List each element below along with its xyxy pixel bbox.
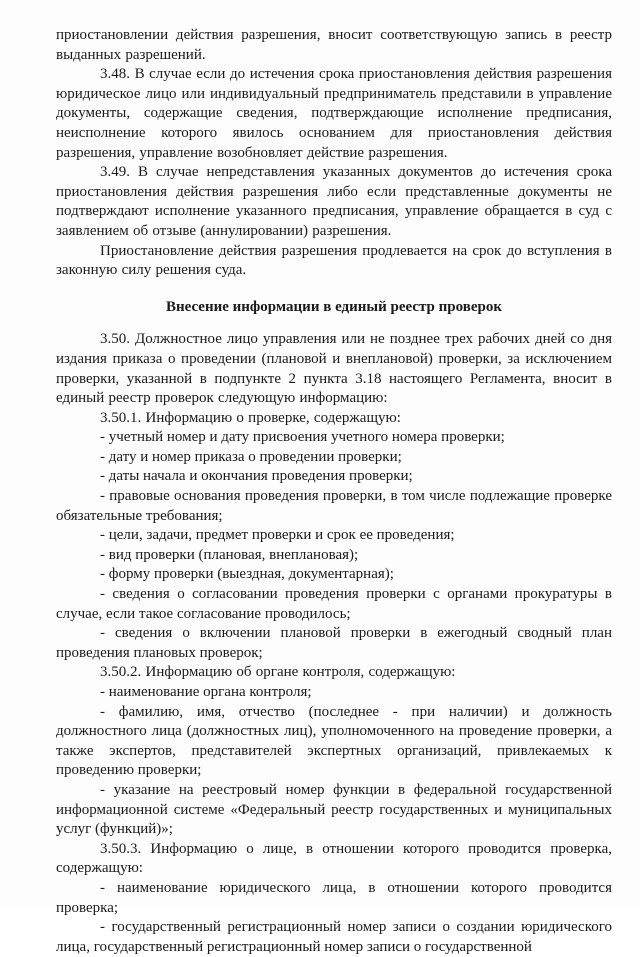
paragraph-3-50: 3.50. Должностное лицо управления или не позднее трех рабочих дней со дня издания приказа о проведении (плановой и внеплановой) проверки, за исключением проверки, указанной в подпункте 2 пункта 3.18 настоящего Регламента, вносит в единый реестр проверок следующую информацию:	[56, 331, 612, 407]
list-item: - указание на реестровый номер функции в федеральной государственной информационной системе «Федеральный реестр государственных и муниципальных услуг (функций)»;	[56, 781, 612, 838]
list-item: - государственный регистрационный номер записи о создании юридического лица, государственный регистрационный номер записи о государственной	[56, 919, 612, 955]
paragraph-3-48: 3.48. В случае если до истечения срока приостановления действия разрешения юридическое лицо или индивидуальный предприниматель представили в управление документы, содержащие сведения, подтверждающие исполнение предписания, неисполнение которого явилось основанием для приостановления действия разрешения, управление возобновляет действие разрешения.	[56, 66, 612, 161]
document-body	[56, 26, 612, 957]
paragraph-3-50-3: 3.50.3. Информацию о лице, в отношении которого проводится проверка, содержащую:	[56, 840, 612, 877]
list-item: - даты начала и окончания проведения проверки;	[100, 468, 413, 485]
paragraph-continued: приостановлении действия разрешения, вносит соответствующую запись в реестр выданных разрешений.	[56, 27, 612, 63]
list-item: - цели, задачи, предмет проверки и срок ее проведения;	[100, 527, 455, 544]
list-item: - форму проверки (выездная, документарная);	[100, 566, 394, 583]
list-item: - наименование органа контроля;	[100, 684, 312, 700]
section-heading: Внесение информации в единый реестр проверок	[165, 298, 503, 315]
list-item: - вид проверки (плановая, внеплановая);	[100, 546, 359, 563]
list-item: - фамилию, имя, отчество (последнее - при наличии) и должность должностного лица (должностных лиц), уполномоченного на проведение проверки, а также экспертов, представителей экспертных организаций, привлекаемых к проведению проверки;	[56, 703, 612, 779]
paragraph-3-49: 3.49. В случае непредставления указанных документов до истечения срока приостановления действия разрешения либо если представленные документы не подтверждают исполнение указанного предписания, управление обращается в суд с заявлением об отзыве (аннулировании) разрешения.	[56, 164, 612, 239]
list-item: - наименование юридического лица, в отношении которого проводится проверка;	[56, 879, 612, 916]
paragraph-suspension: Приостановление действия разрешения продлевается на срок до вступления в законную силу решения суда.	[56, 242, 612, 279]
list-item: - сведения о согласовании проведения проверки с органами прокуратуры в случае, если такое согласование проводилось;	[56, 586, 612, 622]
paragraph-3-50-2: 3.50.2. Информацию об органе контроля, содержащую:	[100, 664, 456, 681]
list-item: - сведения о включении плановой проверки в ежегодный сводный план проведения плановых проверок;	[56, 625, 612, 661]
list-item: - учетный номер и дату присвоения учетного номера проверки;	[100, 429, 505, 446]
paragraph-3-50-1: 3.50.1. Информацию о проверке, содержащую:	[100, 409, 401, 426]
list-item: - дату и номер приказа о проведении проверки;	[100, 448, 402, 465]
list-item: - правовые основания проведения проверки, в том числе подлежащие проверке обязательные требования;	[56, 488, 612, 524]
